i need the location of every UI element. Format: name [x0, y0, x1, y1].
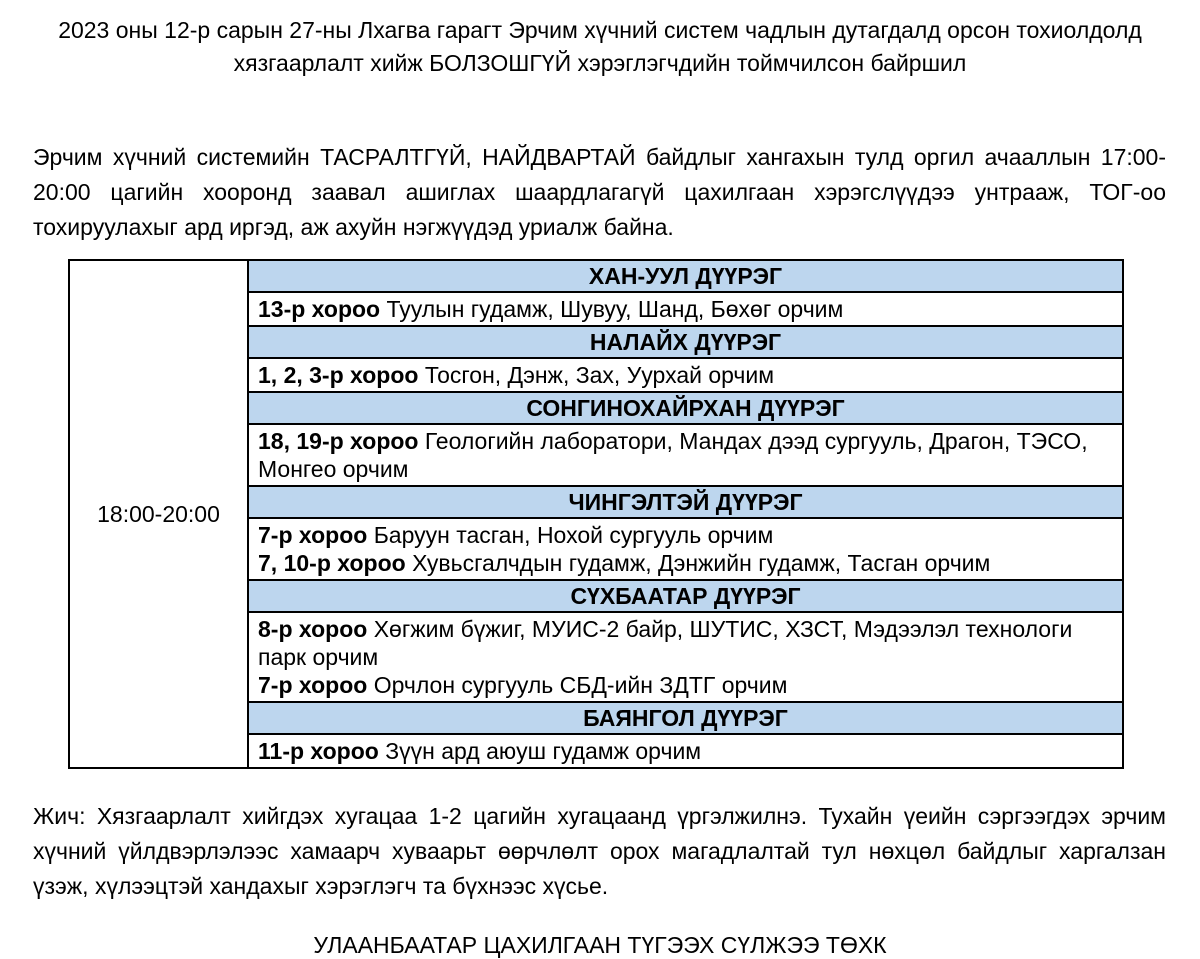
district-entries-4: [248, 612, 1123, 702]
khoroo-entry: [258, 361, 1113, 389]
khoroo-entry: [258, 549, 1113, 577]
khoroo-label: 13-р хороо: [258, 296, 387, 322]
district-header-5: БАЯНГОЛ ДҮҮРЭГ: [248, 702, 1123, 734]
note-paragraph: Жич: Хязгаарлалт хийгдэх хугацаа 1-2 цагийн хугацаанд үргэлжилнэ. Тухайн үеийн сэргээгдэх эрчим хүчний үйлдвэрлэлээс хамаарч хуваарьт өөрчлөлт орох магадлалтай тул нөхцөл байдлыг харгалзан үзэж, хүлээцтэй хандахыг хэрэглэгч та бүхнээс хүсье.: [33, 803, 1166, 899]
khoroo-label: 8-р хороо: [258, 616, 374, 642]
schedule-table-body: [69, 260, 1123, 768]
khoroo-label: 11-р хороо: [258, 738, 386, 764]
khoroo-entry: [258, 737, 1113, 765]
district-entries-5: [248, 734, 1123, 768]
khoroo-location-text: Орчлон сургууль СБД-ийн ЗДТГ орчим: [373, 672, 788, 698]
khoroo-label: 18, 19-р хороо: [258, 428, 425, 454]
khoroo-entry: [258, 427, 1113, 483]
district-header-4: СҮХБААТАР ДҮҮРЭГ: [248, 580, 1123, 612]
khoroo-label: 1, 2, 3-р хороо: [258, 362, 425, 388]
khoroo-location-text: Геологийн лаборатори, Мандах дээд сургууль, Драгон, ТЭСО, Монгео орчим: [258, 428, 1088, 482]
page-title: 2023 оны 12-р сарын 27-ны Лхагва гарагт Эрчим хүчний систем чадлын дутагдалд орсон тохиолдолд хязгаарлалт хийж БОЛЗОШГҮЙ хэрэглэгчдийн тоймчилсон байршил: [58, 17, 1142, 76]
district-header-0: ХАН-УУЛ ДҮҮРЭГ: [248, 260, 1123, 292]
khoroo-location-text: Баруун тасган, Нохой сургууль орчим: [373, 522, 774, 548]
khoroo-entry: [258, 671, 1113, 699]
khoroo-location-text: Хөгжим бүжиг, МУИС-2 байр, ШУТИС, ХЗСТ, Мэдээлэл технологи парк орчим: [258, 616, 1073, 670]
khoroo-location-text: Зүүн ард аюуш гудамж орчим: [385, 738, 702, 764]
document-page: [0, 14, 1200, 958]
district-entries-0: [248, 292, 1123, 326]
company-footer: УЛААНБААТАР ЦАХИЛГААН ТҮГЭЭХ СҮЛЖЭЭ ТӨХК: [313, 932, 887, 958]
khoroo-location-text: Туулын гудамж, Шувуу, Шанд, Бөхөг орчим: [386, 296, 844, 322]
district-entries-3: [248, 518, 1123, 580]
district-header-row: [69, 260, 1123, 292]
khoroo-label: 7-р хороо: [258, 522, 374, 548]
intro-paragraph: Эрчим хүчний системийн ТАСРАЛТГҮЙ, НАЙДВАРТАЙ байдлыг хангахын тулд оргил ачааллын 17:00-20:00 цагийн хооронд заавал ашиглах шаардлагагүй цахилгаан хэрэгслүүдээ унтрааж, ТОГ-оо тохируулахыг ард иргэд, аж ахуйн нэгжүүдэд уриалж байна.: [33, 144, 1166, 240]
khoroo-label: 7, 10-р хороо: [258, 550, 413, 576]
khoroo-entry: [258, 615, 1113, 671]
district-entries-1: [248, 358, 1123, 392]
district-header-2: СОНГИНОХАЙРХАН ДҮҮРЭГ: [248, 392, 1123, 424]
khoroo-entry: [258, 295, 1113, 323]
district-header-3: ЧИНГЭЛТЭЙ ДҮҮРЭГ: [248, 486, 1123, 518]
district-entries-2: [248, 424, 1123, 486]
khoroo-location-text: Тосгон, Дэнж, Зах, Уурхай орчим: [424, 362, 775, 388]
khoroo-label: 7-р хороо: [258, 672, 374, 698]
outage-schedule-table: [68, 259, 1124, 769]
khoroo-location-text: Хувьсгалчдын гудамж, Дэнжийн гудамж, Тасган орчим: [412, 550, 991, 576]
khoroo-entry: [258, 521, 1113, 549]
district-header-1: НАЛАЙХ ДҮҮРЭГ: [248, 326, 1123, 358]
time-range-cell: 18:00-20:00: [69, 260, 248, 768]
